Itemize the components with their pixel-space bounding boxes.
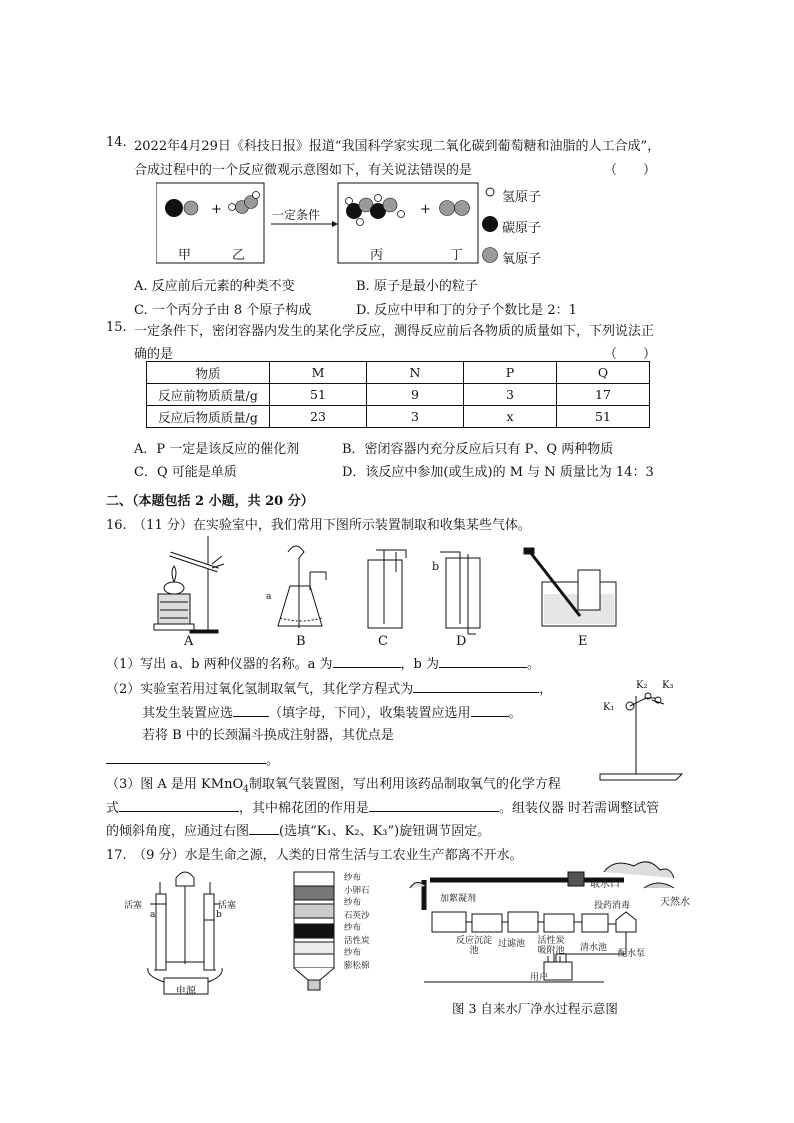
legend-hydrogen-label: 氢原子	[502, 190, 542, 205]
plant-carbon-label: 活性炭吸附池	[537, 936, 565, 956]
filter-layer-label: 纱布	[344, 948, 362, 958]
electrode-b-label: b	[216, 910, 222, 920]
q14-option-d: D. 反应中甲和丁的分子个数比是 2：1	[356, 303, 577, 318]
table-header-cell: Q	[557, 362, 650, 384]
q15-option-a: A．P 一定是该反应的催化剂	[134, 442, 300, 457]
q16-part1-mid: ，b 为	[400, 657, 439, 672]
q15-option-b: B．密闭容器内充分反应后只有 P、Q 两种物质	[342, 442, 614, 457]
figure-3-caption: 图 3 自来水厂净水过程示意图	[452, 1001, 618, 1016]
table-cell: 反应前物质质量/g	[147, 384, 270, 406]
q16-part2b-mid: （填字母，下同），收集装置应选用	[269, 706, 471, 721]
answer-blank-b[interactable]	[439, 655, 527, 668]
apparatus-label-d: D	[456, 634, 467, 649]
label-ding: 丁	[450, 248, 464, 263]
apparatus-a-icon	[154, 536, 224, 633]
q15-stem-line1: 一定条件下，密闭容器内发生的某化学反应，测得反应前后各物质的质量如下，下列说法正	[134, 324, 655, 339]
apparatus-label-b: B	[296, 634, 306, 649]
q15-stem-line2: 确的是	[134, 347, 174, 362]
q16-part2b	[142, 702, 522, 721]
table-cell: x	[464, 406, 557, 428]
q15-mass-table	[146, 361, 650, 428]
legend-carbon-icon	[482, 216, 498, 232]
plant-user-label: 用户	[530, 973, 549, 983]
q16-part3c-end: (选填“K₁、K₂、K₃”)旋钮调节固定。	[279, 824, 491, 839]
q16-part3b-mid: ，其中棉花团的作用是	[239, 801, 370, 816]
label-a-funnel: a	[266, 592, 272, 602]
table-cell: 反应后物质质量/g	[147, 406, 270, 428]
electrolysis-icon	[148, 872, 222, 994]
answer-blank-equation[interactable]	[413, 680, 539, 693]
q16-part2	[106, 678, 552, 697]
clamp-label-k2: K₂	[636, 680, 648, 691]
apparatus-label-e: E	[578, 634, 588, 649]
table-cell: 51	[270, 384, 367, 406]
table-cell: 3	[464, 384, 557, 406]
table-cell: 23	[270, 406, 367, 428]
table-row	[147, 384, 650, 406]
q16-part3-post: 制取氧气装置图，写出利用该药品制取氧气的化学方程	[248, 777, 561, 792]
q16-part2d	[106, 749, 279, 768]
table-header-cell: N	[367, 362, 464, 384]
legend-hydrogen-icon	[486, 188, 494, 196]
q15-answer-paren: （ ）	[604, 347, 657, 362]
q16-part2c: 若将 B 中的长颈漏斗换成注射器，其优点是	[142, 728, 394, 743]
q16-part3-subscript: 4	[243, 784, 249, 795]
q16-part1	[106, 653, 540, 672]
apparatus-d-icon	[440, 552, 480, 634]
table-cell: 9	[367, 384, 464, 406]
filter-layer-label: 纱布	[344, 873, 362, 883]
valve-right-label: 活塞	[218, 901, 237, 911]
q15-option-d: D．该反应中参加(或生成)的 M 与 N 质量比为 14：3	[342, 465, 654, 480]
table-cell: 51	[557, 406, 650, 428]
plant-disinfect-label: 投药消毒	[594, 901, 631, 911]
plus-sign-2: +	[420, 202, 431, 217]
water-plant-icon	[410, 862, 674, 982]
answer-blank-generator[interactable]	[233, 704, 269, 717]
q14-number: 14.	[106, 135, 127, 150]
table-header-row	[147, 362, 650, 384]
q14-option-a: A. 反应前后元素的种类不变	[134, 279, 295, 294]
apparatus-label-a: A	[184, 634, 194, 649]
table-row	[147, 406, 650, 428]
q14-stem-line1: 2022年4月29日《科技日报》报道“我国科学家实现二氧化碳到葡萄糖和油脂的人工合成”，	[134, 139, 661, 154]
answer-blank-a[interactable]	[333, 655, 401, 668]
plant-intake-label: 取水口	[590, 879, 620, 890]
plant-clear-water-label: 清水池	[580, 943, 608, 953]
q16-part3c	[106, 820, 490, 839]
q16-part2d-end: 。	[266, 753, 280, 768]
label-yi: 乙	[232, 248, 246, 263]
q16-part3b-prefix: 式	[106, 801, 120, 816]
q14-answer-paren: （ ）	[604, 163, 657, 178]
q16-intro: 16. （11 分）在实验室中，我们常用下图所示装置制取和收集某些气体。	[106, 518, 531, 533]
legend-oxygen-icon	[483, 248, 498, 263]
filter-layer-labels	[344, 872, 384, 972]
q16-part3b-end: 。组装仪器 时若需调整试管	[499, 801, 660, 816]
q15-option-c: C．Q 可能是单质	[134, 465, 237, 480]
section-2-heading: 二、（本题包括 2 小题，共 20 分）	[106, 494, 314, 509]
q16-part3	[106, 773, 561, 795]
answer-blank-advantage[interactable]	[106, 751, 266, 764]
legend-carbon-label: 碳原子	[502, 221, 542, 236]
plant-coagulant-label: 加絮凝剂	[440, 894, 477, 904]
q16-part3b	[106, 797, 659, 816]
plus-sign-1: +	[211, 202, 222, 217]
label-jia: 甲	[178, 248, 192, 263]
filter-layer-label: 膨松棉	[344, 960, 370, 971]
q17-intro: 17. （9 分）水是生命之源，人类的日常生活与工农业生产都离不开水。	[106, 848, 523, 863]
q14-option-c: C. 一个丙分子由 8 个原子构成	[134, 303, 312, 318]
plant-filter-label: 过滤池	[498, 939, 526, 949]
filter-layer-label: 石英沙	[344, 910, 370, 921]
q16-part1-prefix: （1）写出 a、b 两种仪器的名称。a 为	[106, 657, 333, 672]
apparatus-c-icon	[368, 550, 406, 628]
legend-oxygen-label: 氧原子	[502, 252, 542, 267]
q16-part2-prefix: （2）实验室若用过氧化氢制取氧气，其化学方程式为	[106, 682, 414, 697]
clamp-label-k1: K₁	[603, 702, 615, 713]
electrolysis-apparatus-figure	[120, 864, 250, 998]
co2-molecule-icon	[165, 199, 198, 217]
apparatus-label-c: C	[378, 634, 388, 649]
label-bing: 丙	[370, 248, 384, 263]
clamp-label-k3: K₃	[662, 680, 674, 691]
table-cell: 3	[367, 406, 464, 428]
answer-blank-knob[interactable]	[249, 822, 279, 835]
answer-blank-cotton-role[interactable]	[369, 799, 499, 812]
q16-part2b-end: 。	[508, 706, 522, 721]
label-b-bottle: b	[432, 560, 440, 573]
q14-option-b: B. 原子是最小的粒子	[356, 279, 478, 294]
q16-part3-prefix: （3）图 A 是用 KMnO	[106, 777, 244, 792]
clamp-stand-figure	[596, 676, 686, 782]
filter-layer-label: 纱布	[344, 923, 362, 933]
q16-part2b-prefix: 其发生装置应选	[142, 706, 234, 721]
filter-layer-label: 活性炭	[344, 935, 370, 946]
table-header-cell: M	[270, 362, 367, 384]
plant-pump-label: 配水泵	[618, 949, 646, 959]
filter-layer-label: 小卵石	[344, 885, 370, 896]
electrode-a-label: a	[150, 910, 156, 920]
filter-column-icon	[294, 872, 334, 990]
apparatus-e-icon	[524, 548, 616, 626]
apparatus-b-icon	[278, 546, 326, 628]
plant-natural-water-label: 天然水	[660, 897, 690, 908]
q16-apparatus-figure	[140, 532, 630, 636]
answer-blank-kmno4-equation[interactable]	[119, 799, 239, 812]
answer-blank-collector[interactable]	[471, 704, 509, 717]
power-supply-label: 电源	[176, 986, 196, 997]
reaction-condition: 一定条件	[272, 208, 321, 222]
q15-number: 15.	[106, 320, 127, 335]
bing-molecule-icon	[346, 195, 405, 226]
simple-water-filter-figure	[288, 868, 338, 994]
q16-part2-end: ，	[539, 682, 553, 697]
valve-left-label: 活塞	[124, 901, 143, 911]
water-plant-diagram	[404, 858, 704, 998]
filter-layer-label: 纱布	[344, 898, 362, 908]
q16-part3c-prefix: 的倾斜角度，应通过右图	[106, 824, 250, 839]
yi-molecule-icon	[229, 192, 260, 214]
q16-part1-end: 。	[526, 657, 540, 672]
ding-molecule-icon	[440, 201, 470, 216]
q14-stem-line2: 合成过程中的一个反应微观示意图如下，有关说法错误的是	[134, 163, 473, 178]
table-cell: 17	[557, 384, 650, 406]
table-header-cell: 物质	[147, 362, 270, 384]
table-header-cell: P	[464, 362, 557, 384]
plant-settling-label: 反应沉淀池	[456, 936, 493, 956]
